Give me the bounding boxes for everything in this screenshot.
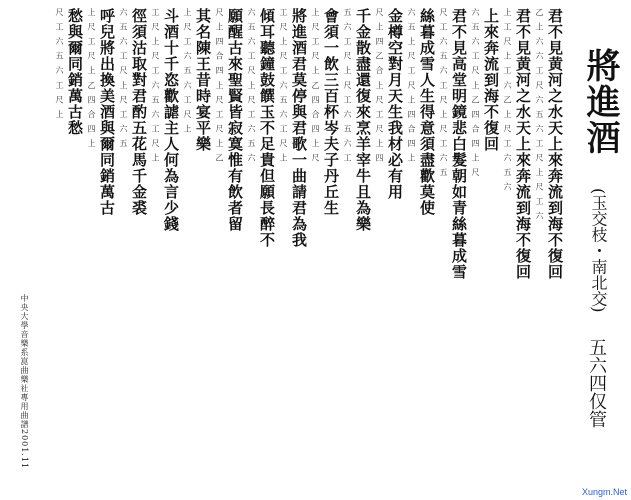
notation-column: 工 尺 上 尺 工 六 五 六 工 尺 上	[279, 8, 288, 164]
subtitle: (玉交枝・南北交)	[589, 188, 608, 313]
lyric-column: 傾耳聽鐘鼓饌玉不足貴但願長醉不	[258, 8, 276, 248]
notation-column: 六 五 六 工 尺 上 尺 工 六 五 六	[247, 8, 256, 164]
lyric-column: 願醒古來聖賢皆寂寞惟有飲者留	[226, 8, 244, 232]
watermark: Xungm.Net	[581, 487, 627, 497]
notation-column: 上 尺 工 六 五 六 工 尺 上	[183, 8, 192, 135]
notation-column: 上 尺 工 尺 上 乙 四 合 四 上 尺	[311, 8, 320, 164]
notation-column: 上 尺 工 尺 上 乙 四 合 四 上	[87, 8, 96, 149]
title: 將進酒	[580, 48, 620, 156]
lyric-column: 千金散盡還復來烹羊宰牛且為樂	[354, 8, 372, 232]
notation-column: 六 五 上 尺 工 尺 上 四 合 四 上	[407, 8, 416, 164]
lyric-column: 斗酒十千恣歡謔主人何為言少錢	[162, 8, 180, 232]
notation-column: 尺 工 六 五 六 工 尺 上 尺 工 六 五	[439, 8, 448, 178]
notation-column: 工 尺 上 尺 工 六 五 六 工 尺 上	[151, 8, 160, 164]
lyric-column: 君不見黄河之水天上來奔流到海不復回	[514, 8, 532, 280]
notation-column: 尺 上 四 合 四 上 尺 工 尺 上 乙	[215, 8, 224, 164]
notation-column: 乙 上 六 六 工 尺 六 五 六 工 尺 上 尺 工 六	[535, 8, 544, 222]
footer-credit: 中央大學音樂系崑曲樂社專用曲譜2001.11	[20, 294, 29, 470]
lyric-column: 金樽空對月天生我材必有用	[386, 8, 404, 200]
lyric-column: 愁與爾同銷萬古愁	[66, 8, 84, 136]
tuning-label: 五六四仅管	[586, 338, 607, 428]
notation-column: 尺 上 四 乙 合 上 尺 工 尺 上 四	[375, 8, 384, 164]
lyric-column: 將進酒君莫停與君歌一曲請君為我	[290, 8, 308, 248]
lyric-column: 會須一飲三百杯岑夫子丹丘生	[322, 8, 340, 216]
lyric-column: 絲暮成雪人生得意須盡歡莫使	[418, 8, 436, 216]
notation-column: 六 五 六 工 尺 上 乙 四 合 四 上 尺	[471, 8, 480, 178]
notation-column: 上 工 尺 上 工 六 乙 上 尺 工 六 五 六	[503, 8, 512, 193]
notation-column: 尺 工 六 五 六 工 尺 上	[55, 8, 64, 120]
lyric-column: 徑須沽取對君酌五花馬千金裘	[130, 8, 148, 216]
lyric-column: 其名陳王昔時宴平樂	[194, 8, 212, 152]
lyric-column: 君不見黄河之水天上來奔流到海不復回	[546, 8, 564, 280]
lyric-column: 君不見高堂明鏡悲白髮朝如青絲暮成雪	[450, 8, 468, 280]
notation-column: 五 六 工 尺 上 尺 工 六 五 六 工	[343, 8, 352, 164]
notation-column: 六 五 六 工 尺 上 尺 工 六 五	[119, 8, 128, 149]
lyric-column: 呼兒將出換美酒與爾同銷萬古	[98, 8, 116, 216]
lyric-column: 上來奔流到海不復回	[482, 8, 500, 152]
